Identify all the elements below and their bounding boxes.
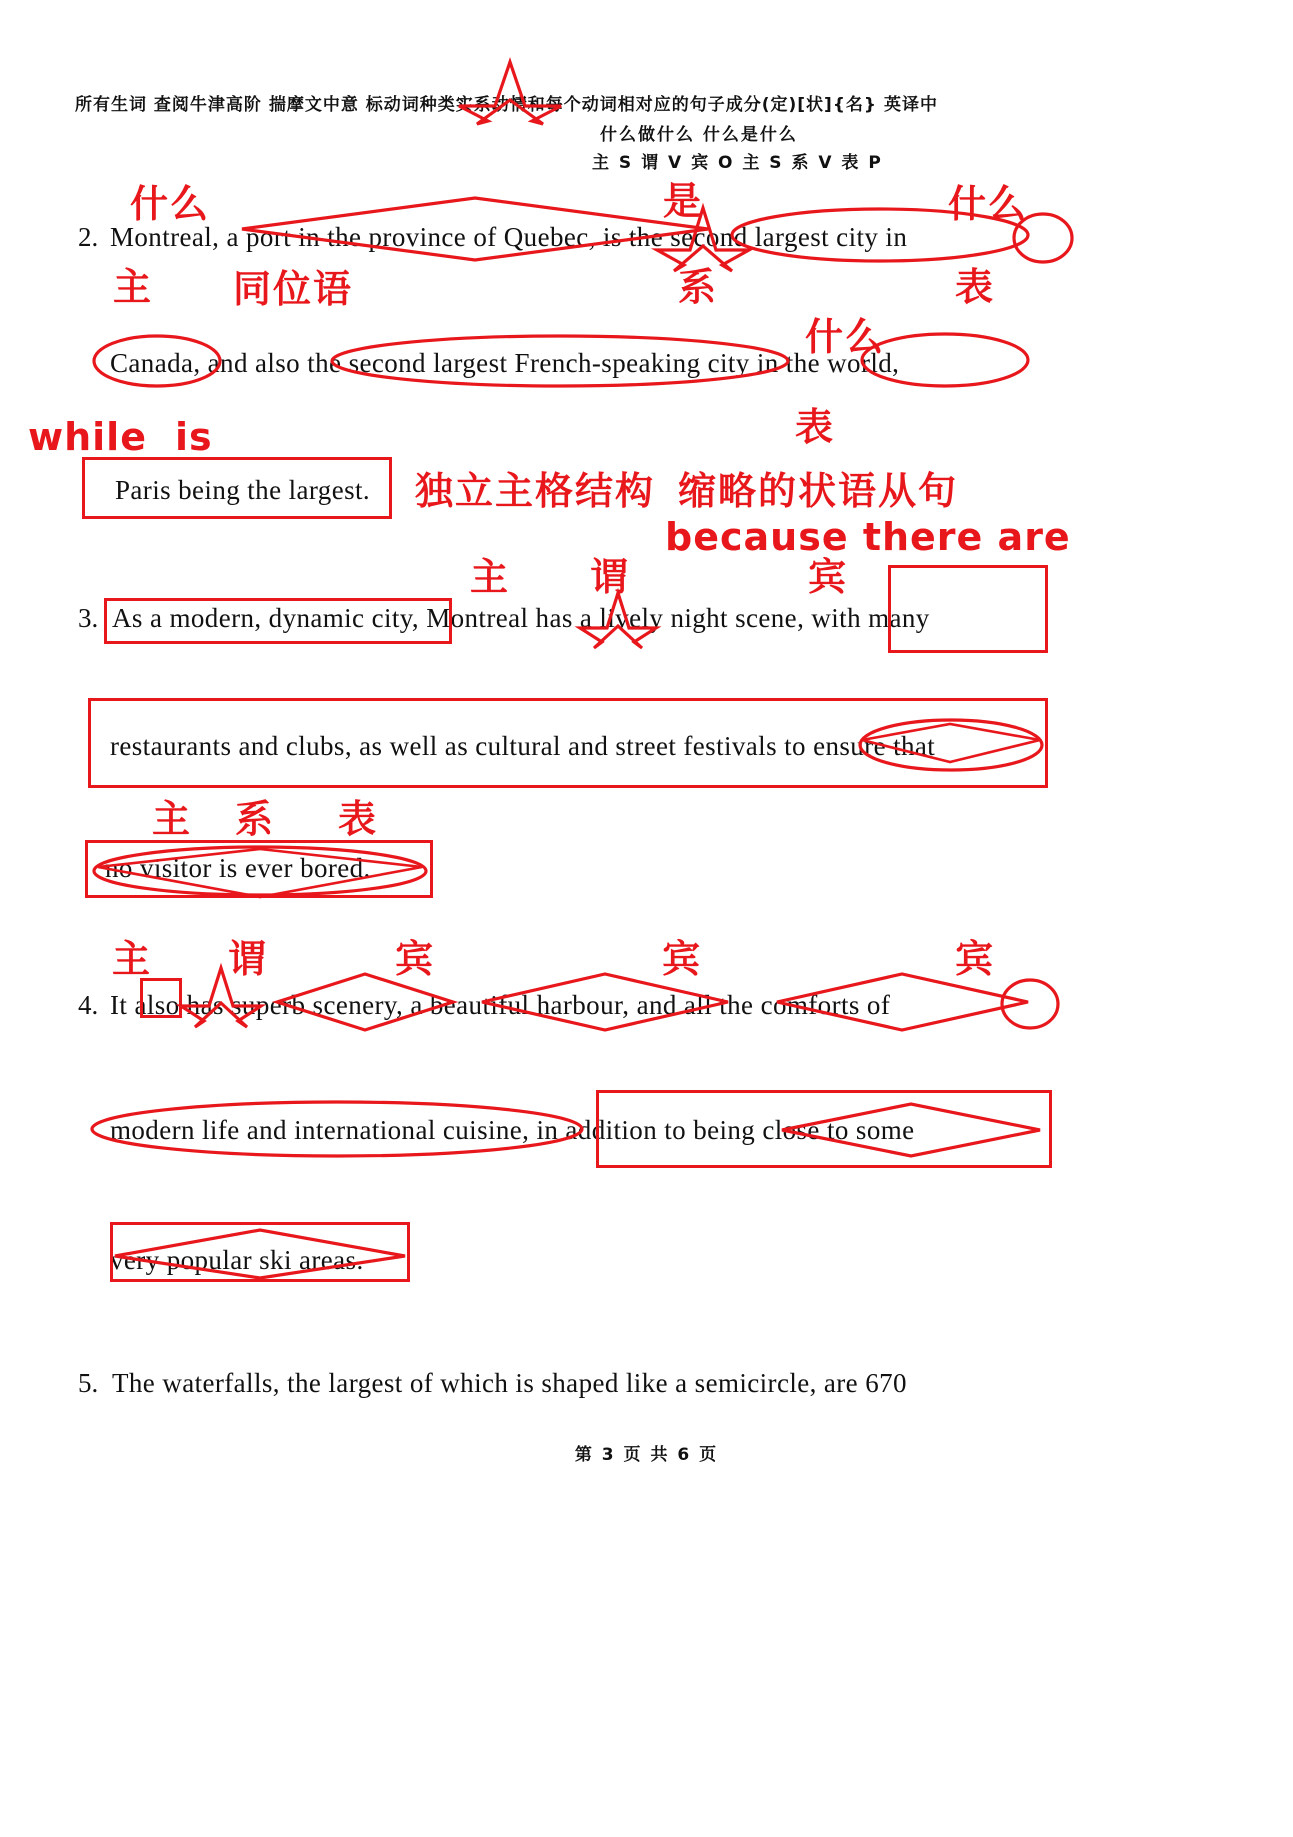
item-number-4: 4. (78, 990, 99, 1020)
annotation-bin-4: 宾 (955, 937, 996, 981)
item-2-line-2: Canada, and also the second largest French-speaking city in the world, (110, 348, 900, 378)
circle-mark-of (1000, 978, 1060, 1030)
item-4-line-3: very popular ski areas. (110, 1245, 364, 1275)
annotation-shi: 是 (663, 179, 704, 223)
annotation-while: while (28, 415, 147, 459)
item-5-line-1: The waterfalls, the largest of which is shaped like a semicircle, are 670 (112, 1368, 907, 1398)
header-handwritten-note: 所有生词 查阅牛津高阶 揣摩文中意 标动词种类实系动情和每个动词相对应的句子成分(定)[状]{名} 英译中 (75, 95, 938, 115)
item-number-5: 5. (78, 1368, 99, 1398)
annotation-shenme-2: 什么 (948, 182, 1029, 226)
header-sub-line-2: 主 S 谓 V 宾 O 主 S 系 V 表 P (592, 153, 883, 173)
box-mark-restaurants-clause (88, 698, 1048, 788)
annotation-tongweiyu: 同位语 (233, 267, 354, 311)
item-number-2: 2. (78, 222, 99, 252)
annotation-zhu-1: 主 (113, 265, 154, 309)
box-mark-it (140, 978, 182, 1018)
annotation-xi-1: 系 (678, 265, 719, 309)
page-footer: 第 3 页 共 6 页 (574, 1445, 719, 1465)
item-2-line-1: Montreal, a port in the province of Quebec, is the second largest city in (110, 222, 908, 252)
item-4-line-2: modern life and international cuisine, in addition to being close to some (110, 1115, 915, 1145)
box-mark-no-visitor-clause (85, 840, 433, 898)
item-3-line-2: restaurants and clubs, as well as cultural and street festivals to ensure that (110, 731, 936, 761)
box-mark-in-addition-to (596, 1090, 1052, 1168)
annotation-zhu-2: 主 (470, 555, 511, 599)
box-mark-paris-being (82, 457, 392, 519)
annotation-biao-3: 表 (338, 797, 379, 841)
annotation-biao-1: 表 (955, 265, 996, 309)
annotation-biao-2: 表 (795, 405, 836, 449)
annotation-because-there-are: because there are (665, 515, 1071, 559)
annotation-wei-2: 谓 (228, 937, 269, 981)
header-sub-line-1: 什么做什么 什么是什么 (600, 125, 798, 145)
annotation-zhu-4: 主 (112, 937, 153, 981)
item-2-line-3: Paris being the largest. (115, 475, 371, 505)
annotation-shenme-3: 什么 (805, 315, 886, 359)
box-mark-very-popular-ski-areas (110, 1222, 410, 1282)
annotation-bin-3: 宾 (662, 937, 703, 981)
annotation-is: is (175, 415, 213, 459)
annotation-xi-2: 系 (235, 797, 276, 841)
annotation-shenme-1: 什么 (130, 182, 211, 226)
annotation-suolue-zhuangyu: 缩略的状语从句 (678, 469, 959, 513)
box-mark-with-many (888, 565, 1048, 653)
item-3-line-3: no visitor is ever bored. (105, 853, 371, 883)
annotation-duli-zhuge: 独立主格结构 (415, 469, 656, 513)
item-number-3: 3. (78, 603, 99, 633)
annotation-zhu-3: 主 (152, 797, 193, 841)
annotation-bin-1: 宾 (808, 555, 849, 599)
annotation-wei-1: 谓 (590, 555, 631, 599)
annotation-bin-2: 宾 (395, 937, 436, 981)
item-3-line-1: As a modern, dynamic city, Montreal has a lively night scene, with many (112, 603, 930, 633)
box-mark-as-a-modern-dynamic-city (104, 598, 452, 644)
item-4-line-1: It also has superb scenery, a beautiful harbour, and all the comforts of (110, 990, 891, 1020)
